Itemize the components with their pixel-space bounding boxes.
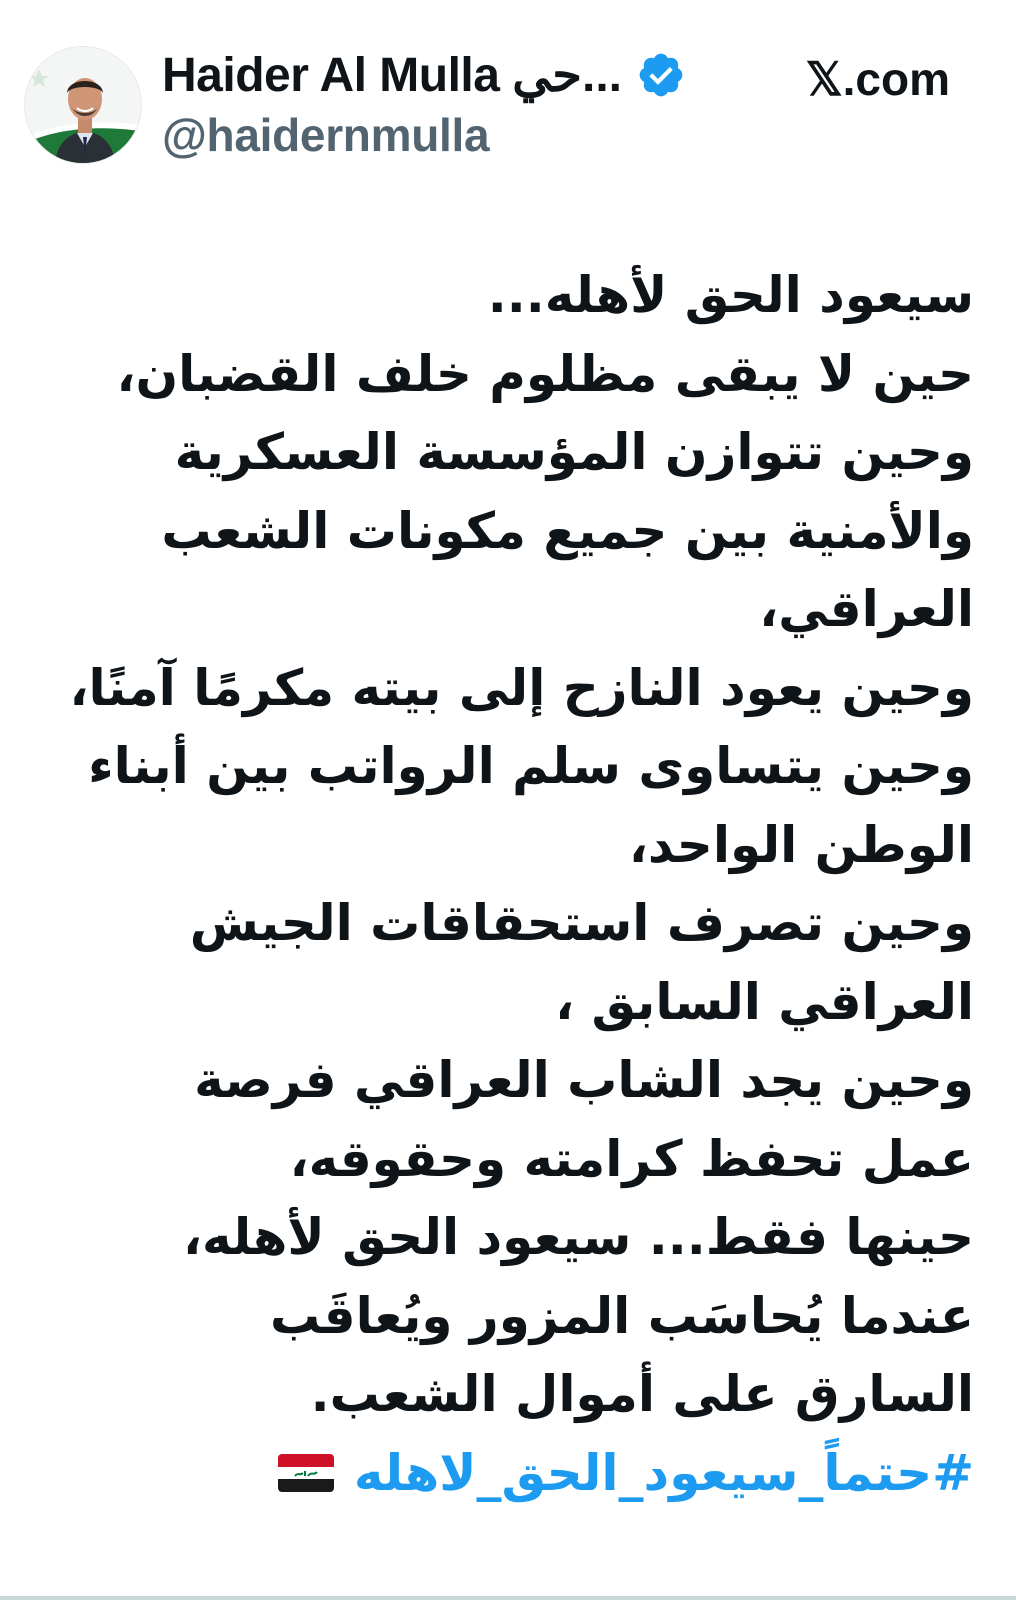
tweet-line: العراقي، [759,580,974,638]
name-row [162,44,686,106]
tweet-line: وحين يعود النازح إلى بيته مكرمًا آمنًا، [69,658,974,717]
display-name[interactable]: Haider Al Mulla حي... [162,49,622,102]
source-label[interactable]: 𝕏.com [805,53,950,105]
hashtag-link[interactable]: #حتماً_سيعود_الحق_لاهله [353,1443,974,1502]
tweet-line: وحين يتساوى سلم الرواتب بين أبناء [88,737,974,795]
tweet-line: عندما يُحاسَب المزور ويُعاقَب [269,1286,974,1345]
tweet-line: عمل تحفظ كرامته وحقوقه، [289,1129,974,1188]
tweet-text [26,256,974,1512]
iraq-flag-icon [278,1454,334,1492]
tweet-line: سيعود الحق لأهله... [487,266,974,324]
tweet-line: الوطن الواحد، [628,815,974,874]
user-handle[interactable]: @haidernmulla [162,109,490,161]
tweet-line: وحين تتوازن المؤسسة العسكرية [174,423,974,481]
hashtag-line [26,1434,974,1513]
tweet-line: وحين تصرف استحقاقات الجيش [189,894,974,952]
tweet-line: والأمنية بين جميع مكونات الشعب [161,501,974,560]
verified-badge-icon [636,50,686,100]
bottom-divider [0,1596,1016,1600]
avatar[interactable] [24,46,142,164]
tweet-line: وحين يجد الشاب العراقي فرصة [194,1051,974,1109]
tweet-line: السارق على أموال الشعب. [310,1365,974,1423]
tweet-line: حين لا يبقى مظلوم خلف القضبان، [116,344,974,403]
tweet-header [0,0,1016,190]
tweet-line: حينها فقط... سيعود الحق لأهله، [183,1208,974,1266]
tweet-line: العراقي السابق ، [555,972,974,1031]
avatar-image [25,47,141,163]
